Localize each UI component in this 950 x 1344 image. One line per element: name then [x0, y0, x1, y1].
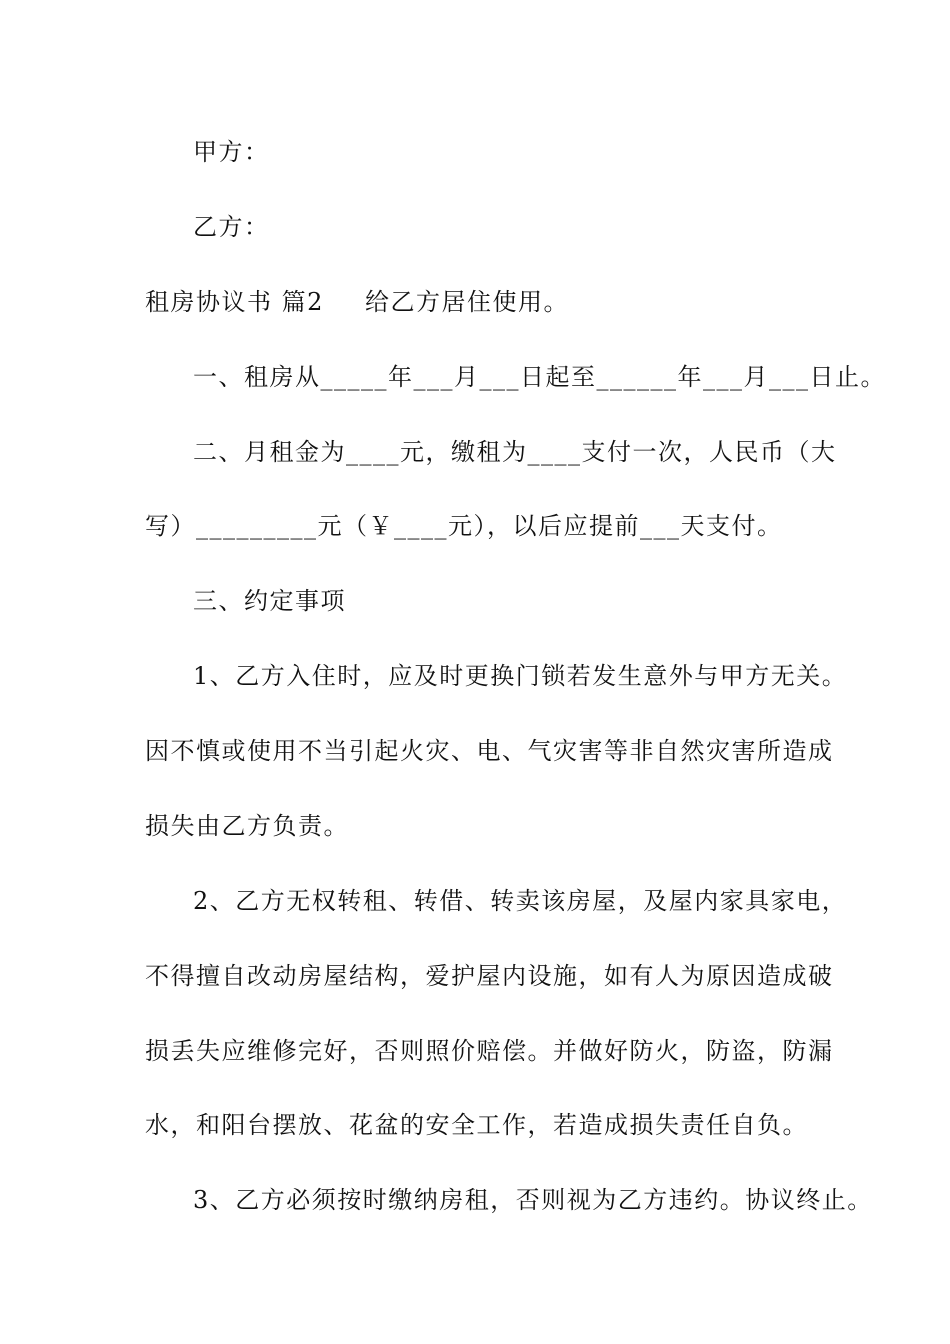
- item-2-line-cont: 不得擅自改动房屋结构，爱护屋内设施，如有人为原因造成破: [145, 962, 834, 990]
- document-heading: 租房协议书 篇2: [145, 288, 324, 316]
- party-b-label: 乙方：: [193, 213, 270, 241]
- item-2-line-cont: 水，和阳台摆放、花盆的安全工作，若造成损失责任自负。: [145, 1111, 808, 1139]
- item-2-line-cont: 损丢失应维修完好，否则照价赔偿。并做好防火，防盗，防漏: [145, 1037, 834, 1065]
- clause-2-line-cont: 写）_________元（￥____元），以后应提前___天支付。: [145, 512, 783, 540]
- item-1-line: 1、乙方入住时，应及时更换门锁若发生意外与甲方无关。: [193, 662, 848, 690]
- party-a-label: 甲方：: [193, 138, 270, 166]
- paragraph-line: 给乙方居住使用。: [365, 288, 569, 316]
- section-heading: 三、约定事项: [193, 587, 346, 615]
- item-1-line-cont: 损失由乙方负责。: [145, 812, 349, 840]
- item-3-line: 3、乙方必须按时缴纳房租，否则视为乙方违约。协议终止。: [193, 1186, 873, 1214]
- item-2-line: 2、乙方无权转租、转借、转卖该房屋，及屋内家具家电，: [193, 887, 848, 915]
- clause-2-line: 二、月租金为____元，缴租为____支付一次，人民币（大: [193, 438, 837, 466]
- clause-1-line: 一、租房从_____年___月___日起至______年___月___日止。: [193, 363, 886, 391]
- item-1-line-cont: 因不慎或使用不当引起火灾、电、气灾害等非自然灾害所造成: [145, 737, 834, 765]
